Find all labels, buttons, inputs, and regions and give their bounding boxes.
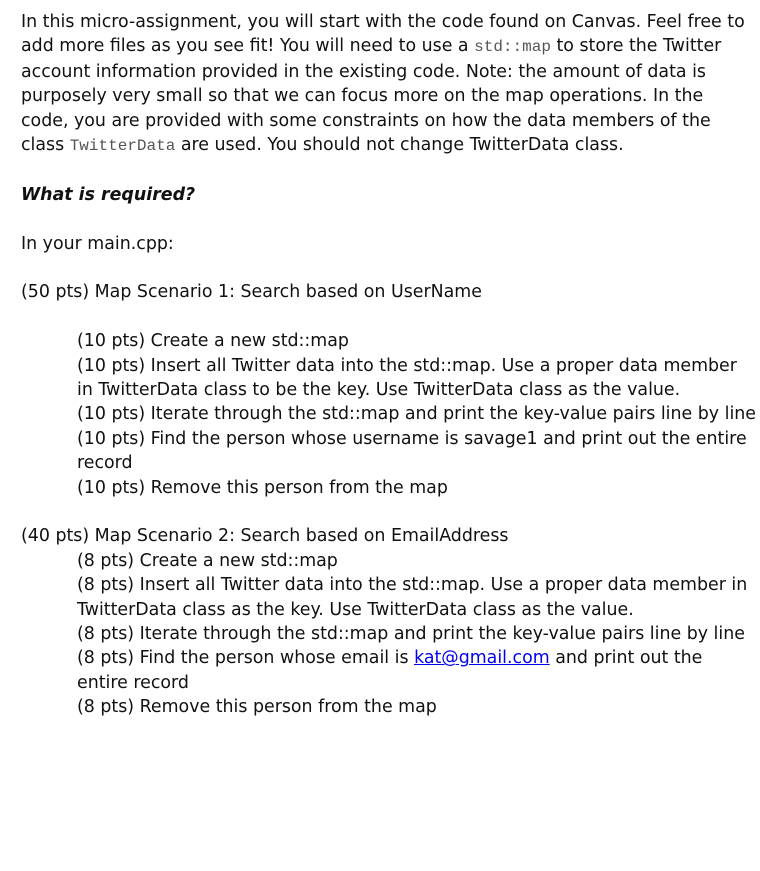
scenario1-item: (10 pts) Insert all Twitter data into the std::map. Use a proper data member in TwitterData class to be the key. Use TwitterData class as the value.	[77, 355, 737, 401]
scenario1-item: (10 pts) Create a new std::map	[77, 331, 349, 352]
main-file-label: In your main.cpp:	[21, 233, 174, 254]
scenario1-list	[21, 329, 757, 500]
scenario2-item-find	[77, 646, 757, 695]
email-link[interactable]: kat@gmail.com	[414, 648, 550, 669]
intro-text-2: to store the Twitter account information provided in the existing code. Note: the amount of data is purposely very small so that we can focus more on the map operations. In the code, you are provided with some constraints on how the data members of the class	[21, 36, 722, 156]
scenario2-item: (8 pts) Insert all Twitter data into the std::map. Use a proper data member in TwitterData class as the key. Use TwitterData class as the value.	[77, 575, 748, 620]
find-text-before: (8 pts) Find the person whose email is	[77, 648, 415, 669]
scenario2-item: (8 pts) Remove this person from the map	[77, 697, 437, 718]
scenario2-list	[21, 549, 757, 720]
code-std-map: std::map	[474, 38, 551, 57]
scenario1-title: (50 pts) Map Scenario 1: Search based on UserName	[21, 282, 482, 303]
intro-text-1: In this micro-assignment, you will start with the code found on Canvas. Feel free to add more files as you see fit! You will need to use a	[21, 12, 745, 57]
scenario1-item: (10 pts) Remove this person from the map	[77, 477, 448, 498]
section-heading: What is required?	[21, 184, 196, 205]
intro-paragraph	[21, 10, 751, 158]
intro-text-3: are used. You should not change TwitterData class.	[175, 135, 624, 156]
find-text-after: and print out the entire record	[77, 648, 703, 693]
code-twitterdata: TwitterData	[69, 137, 176, 156]
scenario2-item: (8 pts) Create a new std::map	[77, 550, 338, 571]
scenario1-item: (10 pts) Find the person whose username is savage1 and print out the entire record	[77, 428, 747, 474]
scenario2-item: (8 pts) Iterate through the std::map and print the key-value pairs line by line	[77, 624, 745, 645]
scenario1-item: (10 pts) Iterate through the std::map and print the key-value pairs line by line	[77, 404, 756, 425]
scenario2-title: (40 pts) Map Scenario 2: Search based on EmailAddress	[21, 526, 509, 547]
